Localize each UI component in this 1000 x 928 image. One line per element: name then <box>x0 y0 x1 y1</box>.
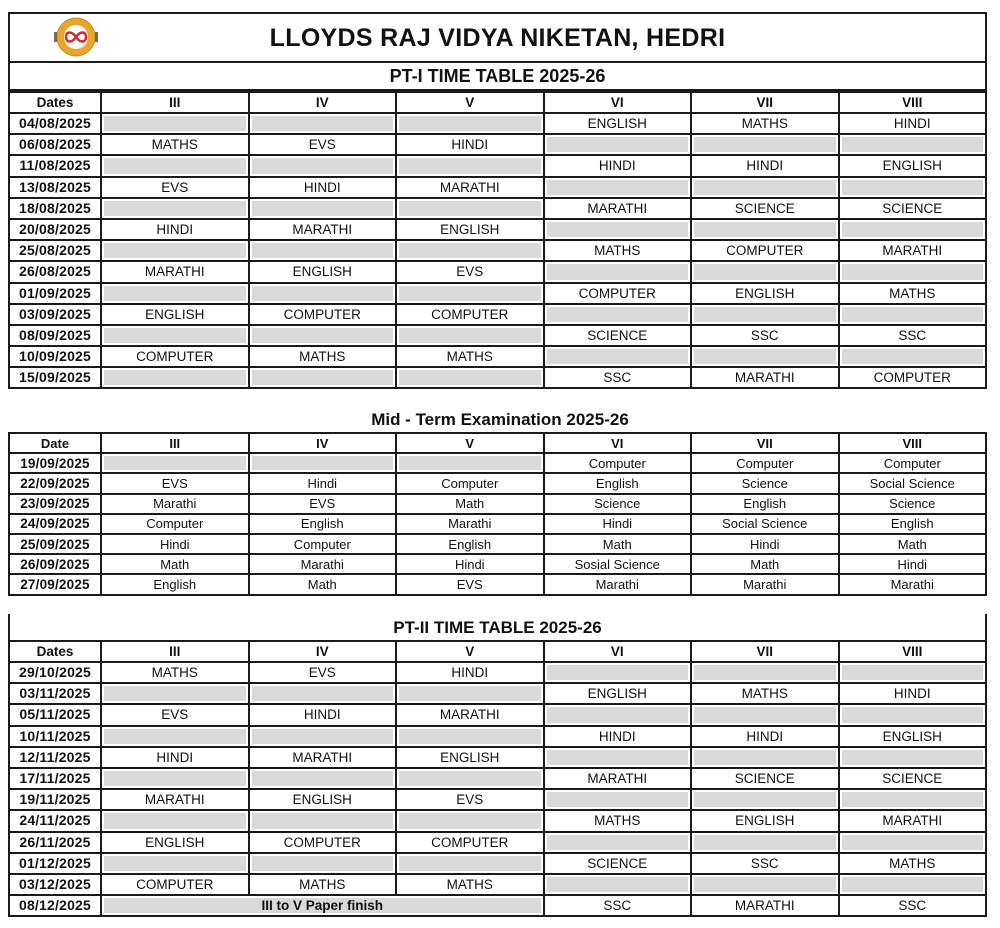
blank-cell <box>691 219 839 240</box>
pt1-table <box>8 91 987 389</box>
subject-cell: Marathi <box>249 554 397 574</box>
pt1-header-row <box>9 92 986 113</box>
subject-cell: EVS <box>101 704 249 725</box>
header-class: IV <box>249 641 397 662</box>
exam-date: 24/11/2025 <box>9 810 101 831</box>
header-date: Dates <box>9 641 101 662</box>
blank-cell <box>396 453 544 473</box>
pt2-header-row <box>9 641 986 662</box>
exam-date: 25/08/2025 <box>9 240 101 261</box>
blank-cell <box>249 155 397 176</box>
subject-cell: EVS <box>396 261 544 282</box>
blank-cell <box>396 726 544 747</box>
subject-cell: HINDI <box>691 155 839 176</box>
blank-cell <box>101 283 249 304</box>
subject-cell: Sosial Science <box>544 554 692 574</box>
subject-cell: ENGLISH <box>544 113 692 134</box>
subject-cell: Social Science <box>691 514 839 534</box>
pt1-timetable <box>8 61 987 389</box>
table-row <box>9 240 986 261</box>
table-row <box>9 283 986 304</box>
blank-cell <box>839 832 987 853</box>
subject-cell: Math <box>396 494 544 514</box>
subject-cell: Math <box>839 534 987 554</box>
exam-date: 26/11/2025 <box>9 832 101 853</box>
header-class: VIII <box>839 641 987 662</box>
school-header <box>8 12 987 61</box>
paper-finish-note: III to V Paper finish <box>101 895 544 916</box>
blank-cell <box>249 240 397 261</box>
subject-cell: ENGLISH <box>249 789 397 810</box>
blank-cell <box>544 789 692 810</box>
table-row <box>9 325 986 346</box>
subject-cell: ENGLISH <box>839 155 987 176</box>
blank-cell <box>101 768 249 789</box>
exam-date: 04/08/2025 <box>9 113 101 134</box>
blank-cell <box>101 113 249 134</box>
subject-cell: MARATHI <box>839 240 987 261</box>
blank-cell <box>544 261 692 282</box>
midterm-timetable <box>8 432 987 596</box>
exam-date: 19/09/2025 <box>9 453 101 473</box>
header-class: VI <box>544 433 692 453</box>
subject-cell: Social Science <box>839 473 987 493</box>
blank-cell <box>691 747 839 768</box>
pt1-title: PT-I TIME TABLE 2025-26 <box>9 62 986 90</box>
table-row <box>9 367 986 388</box>
subject-cell: HINDI <box>839 683 987 704</box>
blank-cell <box>839 704 987 725</box>
header-class: VI <box>544 641 692 662</box>
subject-cell: Science <box>691 473 839 493</box>
blank-cell <box>544 704 692 725</box>
blank-cell <box>691 346 839 367</box>
table-row <box>9 453 986 473</box>
exam-date: 03/09/2025 <box>9 304 101 325</box>
subject-cell: ENGLISH <box>839 726 987 747</box>
header-class: III <box>101 92 249 113</box>
blank-cell <box>101 325 249 346</box>
table-row <box>9 134 986 155</box>
exam-date: 18/08/2025 <box>9 198 101 219</box>
subject-cell: ENGLISH <box>691 283 839 304</box>
header-date: Dates <box>9 92 101 113</box>
subject-cell: COMPUTER <box>249 304 397 325</box>
subject-cell: Math <box>249 574 397 594</box>
blank-cell <box>544 662 692 683</box>
subject-cell: SSC <box>839 895 987 916</box>
subject-cell: Hindi <box>839 554 987 574</box>
subject-cell: MARATHI <box>396 704 544 725</box>
table-row <box>9 494 986 514</box>
subject-cell: MATHS <box>101 662 249 683</box>
subject-cell: MATHS <box>839 853 987 874</box>
exam-date: 29/10/2025 <box>9 662 101 683</box>
subject-cell: Marathi <box>839 574 987 594</box>
subject-cell: ENGLISH <box>396 219 544 240</box>
blank-cell <box>839 304 987 325</box>
subject-cell: ENGLISH <box>396 747 544 768</box>
blank-cell <box>396 283 544 304</box>
blank-cell <box>396 810 544 831</box>
blank-cell <box>691 134 839 155</box>
subject-cell: MARATHI <box>396 177 544 198</box>
exam-date: 05/11/2025 <box>9 704 101 725</box>
exam-date: 17/11/2025 <box>9 768 101 789</box>
subject-cell: EVS <box>249 134 397 155</box>
exam-date: 10/09/2025 <box>9 346 101 367</box>
blank-cell <box>101 726 249 747</box>
blank-cell <box>839 747 987 768</box>
subject-cell: MATHS <box>249 874 397 895</box>
subject-cell: SSC <box>691 853 839 874</box>
header-class: VII <box>691 92 839 113</box>
subject-cell: COMPUTER <box>691 240 839 261</box>
subject-cell: EVS <box>396 574 544 594</box>
subject-cell: Science <box>544 494 692 514</box>
blank-cell <box>249 810 397 831</box>
subject-cell: Marathi <box>544 574 692 594</box>
subject-cell: MATHS <box>691 683 839 704</box>
blank-cell <box>691 874 839 895</box>
exam-date: 01/12/2025 <box>9 853 101 874</box>
blank-cell <box>396 240 544 261</box>
blank-cell <box>544 219 692 240</box>
subject-cell: English <box>249 514 397 534</box>
midterm-table <box>8 432 987 596</box>
blank-cell <box>396 683 544 704</box>
subject-cell: COMPUTER <box>396 304 544 325</box>
blank-cell <box>396 367 544 388</box>
exam-date: 10/11/2025 <box>9 726 101 747</box>
table-row <box>9 789 986 810</box>
subject-cell: Math <box>544 534 692 554</box>
exam-date: 15/09/2025 <box>9 367 101 388</box>
table-row <box>9 261 986 282</box>
blank-cell <box>249 367 397 388</box>
blank-cell <box>544 346 692 367</box>
table-row <box>9 346 986 367</box>
blank-cell <box>249 198 397 219</box>
blank-cell <box>691 261 839 282</box>
subject-cell: SCIENCE <box>544 853 692 874</box>
exam-date: 27/09/2025 <box>9 574 101 594</box>
midterm-title: Mid - Term Examination 2025-26 <box>371 410 629 429</box>
pt2-timetable <box>8 614 987 917</box>
subject-cell: COMPUTER <box>544 283 692 304</box>
subject-cell: Computer <box>691 453 839 473</box>
table-row <box>9 895 986 916</box>
table-row <box>9 554 986 574</box>
exam-date: 12/11/2025 <box>9 747 101 768</box>
table-row <box>9 810 986 831</box>
exam-date: 03/12/2025 <box>9 874 101 895</box>
blank-cell <box>249 283 397 304</box>
subject-cell: HINDI <box>101 747 249 768</box>
subject-cell: MATHS <box>691 113 839 134</box>
subject-cell: ENGLISH <box>101 832 249 853</box>
subject-cell: HINDI <box>544 726 692 747</box>
blank-cell <box>249 113 397 134</box>
blank-cell <box>691 789 839 810</box>
table-row <box>9 704 986 725</box>
table-row <box>9 683 986 704</box>
subject-cell: Computer <box>396 473 544 493</box>
subject-cell: Computer <box>249 534 397 554</box>
subject-cell: English <box>544 473 692 493</box>
exam-date: 08/09/2025 <box>9 325 101 346</box>
subject-cell: English <box>691 494 839 514</box>
table-row <box>9 177 986 198</box>
blank-cell <box>839 789 987 810</box>
subject-cell: Computer <box>544 453 692 473</box>
subject-cell: English <box>101 574 249 594</box>
subject-cell: Hindi <box>249 473 397 493</box>
blank-cell <box>839 177 987 198</box>
subject-cell: COMPUTER <box>101 874 249 895</box>
exam-date: 23/09/2025 <box>9 494 101 514</box>
blank-cell <box>101 853 249 874</box>
blank-cell <box>691 662 839 683</box>
header-class: VII <box>691 433 839 453</box>
subject-cell: Hindi <box>691 534 839 554</box>
subject-cell: English <box>839 514 987 534</box>
subject-cell: MARATHI <box>249 747 397 768</box>
table-row <box>9 198 986 219</box>
blank-cell <box>544 747 692 768</box>
blank-cell <box>839 662 987 683</box>
subject-cell: English <box>396 534 544 554</box>
subject-cell: EVS <box>396 789 544 810</box>
subject-cell: SSC <box>544 895 692 916</box>
subject-cell: EVS <box>101 177 249 198</box>
subject-cell: MARATHI <box>249 219 397 240</box>
table-row <box>9 113 986 134</box>
header-class: VII <box>691 641 839 662</box>
blank-cell <box>249 683 397 704</box>
exam-date: 01/09/2025 <box>9 283 101 304</box>
subject-cell: HINDI <box>544 155 692 176</box>
subject-cell: ENGLISH <box>691 810 839 831</box>
blank-cell <box>544 177 692 198</box>
subject-cell: ENGLISH <box>101 304 249 325</box>
blank-cell <box>396 113 544 134</box>
subject-cell: Computer <box>839 453 987 473</box>
subject-cell: ENGLISH <box>249 261 397 282</box>
table-row <box>9 473 986 493</box>
table-row <box>9 768 986 789</box>
exam-date: 03/11/2025 <box>9 683 101 704</box>
header-date: Date <box>9 433 101 453</box>
table-row <box>9 514 986 534</box>
header-class: V <box>396 92 544 113</box>
subject-cell: HINDI <box>249 177 397 198</box>
subject-cell: MATHS <box>396 874 544 895</box>
subject-cell: MATHS <box>839 283 987 304</box>
blank-cell <box>544 304 692 325</box>
header-class: V <box>396 641 544 662</box>
midterm-header-row <box>9 433 986 453</box>
subject-cell: Marathi <box>691 574 839 594</box>
subject-cell: MATHS <box>544 810 692 831</box>
blank-cell <box>249 726 397 747</box>
blank-cell <box>691 304 839 325</box>
exam-date: 19/11/2025 <box>9 789 101 810</box>
subject-cell: SSC <box>691 325 839 346</box>
table-row <box>9 574 986 594</box>
subject-cell: EVS <box>249 494 397 514</box>
blank-cell <box>839 874 987 895</box>
subject-cell: MARATHI <box>839 810 987 831</box>
exam-date: 26/08/2025 <box>9 261 101 282</box>
subject-cell: MATHS <box>249 346 397 367</box>
table-row <box>9 534 986 554</box>
blank-cell <box>839 134 987 155</box>
subject-cell: HINDI <box>839 113 987 134</box>
school-name: LLOYDS RAJ VIDYA NIKETAN, HEDRI <box>269 24 726 52</box>
blank-cell <box>101 453 249 473</box>
subject-cell: HINDI <box>396 134 544 155</box>
exam-date: 06/08/2025 <box>9 134 101 155</box>
exam-date: 22/09/2025 <box>9 473 101 493</box>
blank-cell <box>101 155 249 176</box>
subject-cell: Hindi <box>544 514 692 534</box>
subject-cell: SSC <box>544 367 692 388</box>
exam-date: 11/08/2025 <box>9 155 101 176</box>
table-row <box>9 874 986 895</box>
blank-cell <box>396 155 544 176</box>
subject-cell: Math <box>101 554 249 574</box>
subject-cell: MARATHI <box>101 789 249 810</box>
blank-cell <box>101 367 249 388</box>
subject-cell: MATHS <box>544 240 692 261</box>
table-row <box>9 155 986 176</box>
blank-cell <box>691 177 839 198</box>
subject-cell: EVS <box>101 473 249 493</box>
blank-cell <box>249 325 397 346</box>
table-row <box>9 832 986 853</box>
blank-cell <box>839 261 987 282</box>
subject-cell: MARATHI <box>691 895 839 916</box>
subject-cell: SCIENCE <box>691 198 839 219</box>
table-row <box>9 304 986 325</box>
subject-cell: SSC <box>839 325 987 346</box>
header-class: III <box>101 641 249 662</box>
blank-cell <box>544 874 692 895</box>
blank-cell <box>839 346 987 367</box>
exam-date: 20/08/2025 <box>9 219 101 240</box>
blank-cell <box>101 683 249 704</box>
subject-cell: MARATHI <box>691 367 839 388</box>
exam-date: 24/09/2025 <box>9 514 101 534</box>
subject-cell: HINDI <box>249 704 397 725</box>
blank-cell <box>249 768 397 789</box>
blank-cell <box>396 325 544 346</box>
table-row <box>9 219 986 240</box>
subject-cell: COMPUTER <box>249 832 397 853</box>
table-row <box>9 747 986 768</box>
header-class: III <box>101 433 249 453</box>
subject-cell: Marathi <box>396 514 544 534</box>
blank-cell <box>249 453 397 473</box>
exam-date: 26/09/2025 <box>9 554 101 574</box>
blank-cell <box>544 832 692 853</box>
blank-cell <box>101 240 249 261</box>
subject-cell: COMPUTER <box>396 832 544 853</box>
subject-cell: HINDI <box>396 662 544 683</box>
subject-cell: MARATHI <box>544 198 692 219</box>
blank-cell <box>396 853 544 874</box>
blank-cell <box>691 704 839 725</box>
header-class: IV <box>249 92 397 113</box>
subject-cell: MARATHI <box>544 768 692 789</box>
blank-cell <box>101 810 249 831</box>
header-class: VIII <box>839 92 987 113</box>
pt2-title: PT-II TIME TABLE 2025-26 <box>393 618 602 637</box>
header-class: IV <box>249 433 397 453</box>
subject-cell: COMPUTER <box>101 346 249 367</box>
table-row <box>9 662 986 683</box>
pt2-table <box>8 640 987 917</box>
blank-cell <box>396 198 544 219</box>
subject-cell: COMPUTER <box>839 367 987 388</box>
subject-cell: ENGLISH <box>544 683 692 704</box>
header-class: V <box>396 433 544 453</box>
exam-date: 08/12/2025 <box>9 895 101 916</box>
subject-cell: Hindi <box>101 534 249 554</box>
blank-cell <box>691 832 839 853</box>
subject-cell: Math <box>691 554 839 574</box>
header-class: VI <box>544 92 692 113</box>
subject-cell: HINDI <box>101 219 249 240</box>
blank-cell <box>544 134 692 155</box>
subject-cell: MATHS <box>101 134 249 155</box>
exam-date: 13/08/2025 <box>9 177 101 198</box>
exam-date: 25/09/2025 <box>9 534 101 554</box>
subject-cell: SCIENCE <box>839 768 987 789</box>
subject-cell: MATHS <box>396 346 544 367</box>
blank-cell <box>396 768 544 789</box>
subject-cell: Hindi <box>396 554 544 574</box>
table-row <box>9 726 986 747</box>
blank-cell <box>249 853 397 874</box>
subject-cell: Computer <box>101 514 249 534</box>
subject-cell: Science <box>839 494 987 514</box>
subject-cell: Marathi <box>101 494 249 514</box>
subject-cell: SCIENCE <box>691 768 839 789</box>
subject-cell: SCIENCE <box>839 198 987 219</box>
subject-cell: MARATHI <box>101 261 249 282</box>
subject-cell: SCIENCE <box>544 325 692 346</box>
subject-cell: HINDI <box>691 726 839 747</box>
header-class: VIII <box>839 433 987 453</box>
table-row <box>9 853 986 874</box>
blank-cell <box>101 198 249 219</box>
subject-cell: EVS <box>249 662 397 683</box>
blank-cell <box>839 219 987 240</box>
